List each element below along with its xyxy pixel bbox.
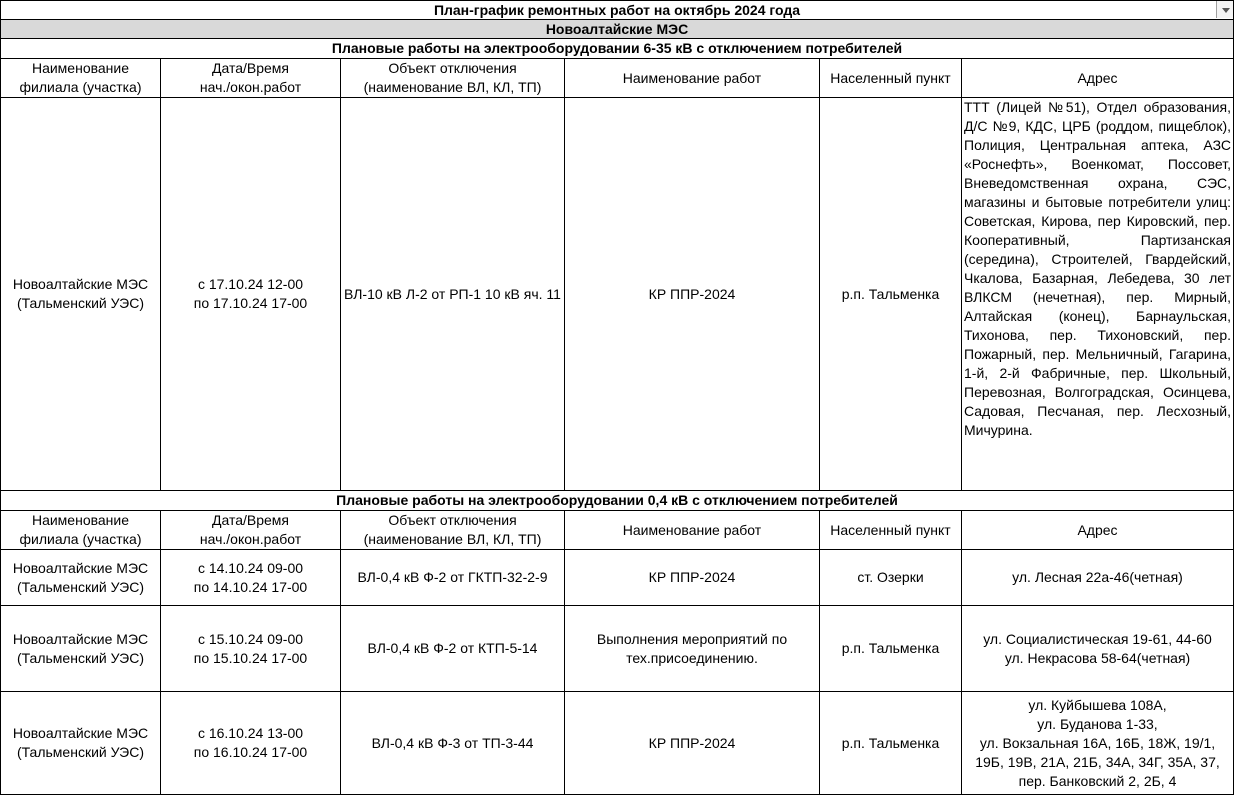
locality-cell: ст. Озерки xyxy=(820,550,962,606)
column-header-object: Объект отключения (наименование ВЛ, КЛ, ТП) xyxy=(341,511,565,550)
branch-cell: Новоалтайские МЭС (Тальменский УЭС) xyxy=(1,692,161,795)
date-cell: с 15.10.24 09-00 по 15.10.24 17-00 xyxy=(161,606,341,692)
column-header-work: Наименование работ xyxy=(565,59,820,98)
column-header-date: Дата/Время нач./окон.работ xyxy=(161,511,341,550)
section2-title: Плановые работы на электрооборудовании 0,4 кВ с отключением потребителей xyxy=(1,491,1234,511)
address-cell: ул. Лесная 22а-46(четная) xyxy=(962,550,1234,606)
date-cell: с 16.10.24 13-00 по 16.10.24 17-00 xyxy=(161,692,341,795)
object-cell: ВЛ-0,4 кВ Ф-2 от КТП-5-14 xyxy=(341,606,565,692)
column-header-work: Наименование работ xyxy=(565,511,820,550)
work-cell: КР ППР-2024 xyxy=(565,98,820,491)
address-cell: ул. Социалистическая 19-61, 44-60 ул. Некрасова 58-64(четная) xyxy=(962,606,1234,692)
table-row xyxy=(1,606,1234,692)
locality-cell: р.п. Тальменка xyxy=(820,98,962,491)
date-cell: с 17.10.24 12-00 по 17.10.24 17-00 xyxy=(161,98,341,491)
schedule-title-text: План-график ремонтных работ на октябрь 2024 года xyxy=(433,2,801,18)
column-header-address: Адрес xyxy=(962,511,1234,550)
column-header-branch: Наименование филиала (участка) xyxy=(1,59,161,98)
filter-dropdown-icon[interactable] xyxy=(1216,1,1233,18)
section1-title: Плановые работы на электрооборудовании 6-35 кВ с отключением потребителей xyxy=(1,39,1234,59)
column-header-locality: Населенный пункт xyxy=(820,511,962,550)
table-row xyxy=(1,98,1234,491)
mes-header: Новоалтайские МЭС xyxy=(1,20,1234,39)
address-cell: ТТТ (Лицей №51), Отдел образования, Д/С №9, КДС, ЦРБ (роддом, пищеблок), Полиция, Центральная аптека, АЗС «Роснефть», Военкомат, Поссовет, Вневедомственная охрана, СЭС, магазины и бытовые потребители улиц: Советская, Кирова, пер Кировский, пер. Кооперативный, Партизанская (середина), Строителей, Гвардейский, Чкалова, Базарная, Лебедева, 30 лет ВЛКСМ (нечетная), пер. Мирный, Алтайская (конец), Барнаульская, Тихонова, пер. Тихоновский, пер. Пожарный, пер. Мельничный, Гагарина, 1-й, 2-й Фабричные, пер. Школьный, Перевозная, Волгоградская, Осинцева, Садовая, Песчаная, пер. Лесхозный, Мичурина. xyxy=(962,98,1234,491)
work-cell: Выполнения мероприятий по тех.присоединению. xyxy=(565,606,820,692)
table-row xyxy=(1,550,1234,606)
object-cell: ВЛ-10 кВ Л-2 от РП-1 10 кВ яч. 11 xyxy=(341,98,565,491)
work-cell: КР ППР-2024 xyxy=(565,692,820,795)
locality-cell: р.п. Тальменка xyxy=(820,606,962,692)
object-cell: ВЛ-0,4 кВ Ф-3 от ТП-3-44 xyxy=(341,692,565,795)
schedule-title xyxy=(1,1,1234,20)
column-header-branch: Наименование филиала (участка) xyxy=(1,511,161,550)
date-cell: с 14.10.24 09-00 по 14.10.24 17-00 xyxy=(161,550,341,606)
table-row xyxy=(1,692,1234,795)
work-cell: КР ППР-2024 xyxy=(565,550,820,606)
branch-cell: Новоалтайские МЭС (Тальменский УЭС) xyxy=(1,606,161,692)
column-header-date: Дата/Время нач./окон.работ xyxy=(161,59,341,98)
column-header-locality: Населенный пункт xyxy=(820,59,962,98)
column-header-address: Адрес xyxy=(962,59,1234,98)
locality-cell: р.п. Тальменка xyxy=(820,692,962,795)
column-header-object: Объект отключения (наименование ВЛ, КЛ, ТП) xyxy=(341,59,565,98)
address-cell: ул. Куйбышева 108А, ул. Буданова 1-33, ул. Вокзальная 16А, 16Б, 18Ж, 19/1, 19Б, 19В, 21А, 21Б, 34А, 34Г, 35А, 37, пер. Банковский 2, 2Б, 4 xyxy=(962,692,1234,795)
branch-cell: Новоалтайские МЭС (Тальменский УЭС) xyxy=(1,98,161,491)
branch-cell: Новоалтайские МЭС (Тальменский УЭС) xyxy=(1,550,161,606)
object-cell: ВЛ-0,4 кВ Ф-2 от ГКТП-32-2-9 xyxy=(341,550,565,606)
